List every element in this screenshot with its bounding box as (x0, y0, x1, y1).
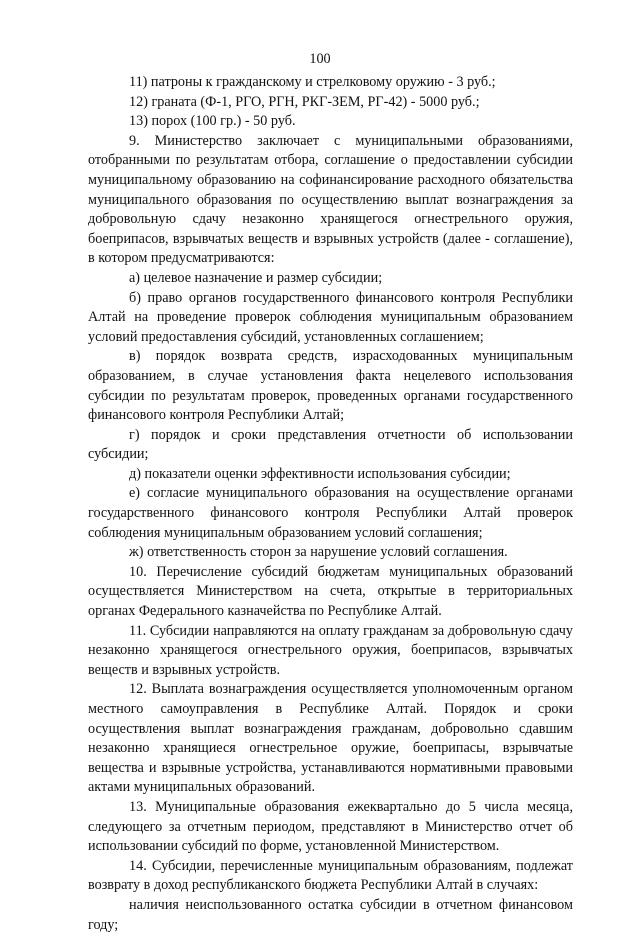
clause-9-item-b: б) право органов государственного финансового контроля Республики Алтай на проведение проверок соблюдения муниципальным образованием условий предоставления субсидий, установленных соглашением; (88, 289, 573, 345)
clause-9-agreement: 9. Министерство заключает с муниципальными образованиями, отобранными по результатам отбора, соглашение о предоставлении субсидии муниципальному образованию на софинансирование расходного обязательства муниципального образования по осуществлению выплат вознаграждения за добровольную сдачу незаконно хранящегося огнестрельного оружия, боеприпасов, взрывчатых веществ и взрывных устройств (далее - соглашение), в котором предусматриваются: (88, 132, 573, 267)
clause-9-item-zh: ж) ответственность сторон за нарушение условий соглашения. (129, 544, 508, 561)
page-number: 100 (309, 51, 331, 67)
clause-14-refund: 14. Субсидии, перечисленные муниципальным образованиям, подлежат возврату в доход республиканского бюджета Республики Алтай в случаях: (88, 857, 573, 894)
clause-12-payment: 12. Выплата вознаграждения осуществляется уполномоченным органом местного самоуправления в Республике Алтай. Порядок и сроки осуществления выплат вознаграждения гражданам, добровольно сдавшим незаконно хранящиеся огнестрельное оружие, боеприпасы, взрывчатые вещества и взрывные устройства, устанавливаются нормативными правовыми актами муниципальных образований. (88, 681, 573, 796)
clause-10-transfer: 10. Перечисление субсидий бюджетам муниципальных образований осуществляется Министерством на счета, открытые в территориальных органах Федерального казначейства по Республике Алтай. (88, 563, 573, 620)
clause-14-case-unused-balance: наличия неиспользованного остатка субсидии в отчетном финансовом году; (88, 896, 573, 933)
price-item-gunpowder: 13) порох (100 гр.) - 50 руб. (129, 113, 296, 130)
document-body (88, 73, 573, 935)
price-item-grenade: 12) граната (Ф-1, РГО, РГН, РКГ-ЗЕМ, РГ-42) - 5000 руб.; (129, 93, 480, 110)
clause-9-item-d: д) показатели оценки эффективности использования субсидии; (129, 465, 511, 482)
clause-9-item-v: в) порядок возврата средств, израсходованных муниципальным образованием, в случае установления факта нецелевого использования субсидии по результатам проверок, проведенных органами государственного финансового контроля Республики Алтай; (88, 348, 573, 424)
clause-9-item-a: а) целевое назначение и размер субсидии; (129, 269, 383, 286)
price-item-cartridges: 11) патроны к гражданскому и стрелковому оружию - 3 руб.; (129, 74, 496, 90)
clause-13-reporting: 13. Муниципальные образования ежеквартально до 5 числа месяца, следующего за отчетным периодом, представляют в Министерство отчет об использовании субсидий по форме, установленной Министерством. (88, 798, 573, 855)
clause-11-purpose: 11. Субсидии направляются на оплату гражданам за добровольную сдачу незаконно хранящегося огнестрельного оружия, боеприпасов, взрывчатых веществ и взрывных устройств. (88, 622, 573, 678)
clause-9-item-e: е) согласие муниципального образования на осуществление органами государственного финансового контроля Республики Алтай проверок соблюдения муниципальным образованием условий соглашения; (88, 485, 573, 541)
clause-9-item-g: г) порядок и сроки представления отчетности об использовании субсидии; (88, 426, 573, 463)
